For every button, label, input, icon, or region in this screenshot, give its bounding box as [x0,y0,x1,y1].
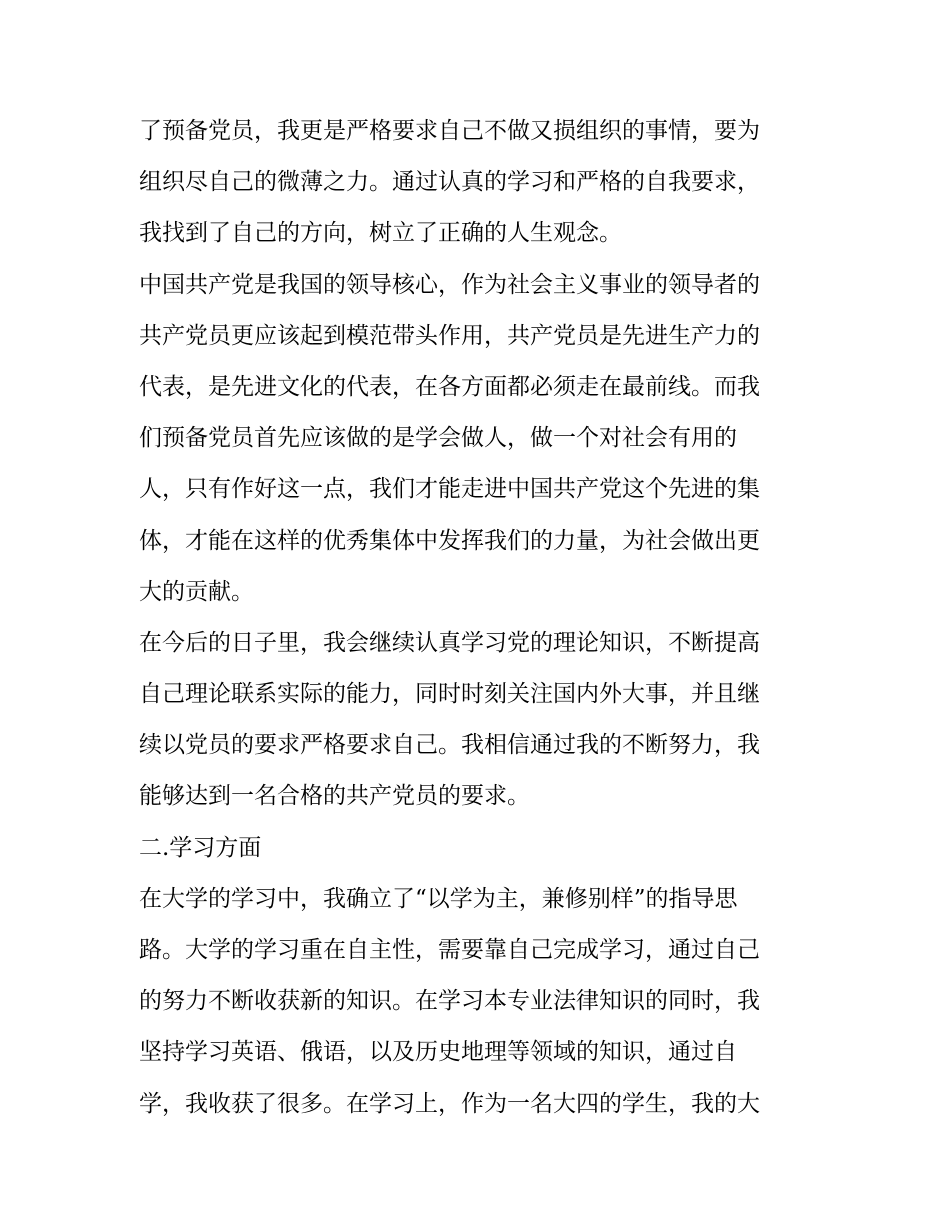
text-line: 了预备党员，我更是严格要求自己不做又损组织的事情，要为 [139,118,760,144]
text-line: 能够达到一名合格的共产党员的要求。 [139,783,530,810]
section-heading: 二.学习方面 [139,834,262,861]
text-line: 续以党员的要求严格要求自己。我相信通过我的不断努力，我 [139,732,760,759]
text-line: 学，我收获了很多。在学习上，作为一名大四的学生，我的大 [139,1090,760,1117]
document-body [139,106,819,1130]
text-line: 组织尽自己的微薄之力。通过认真的学习和严格的自我要求， [139,169,760,196]
text-line: 共产党员更应该起到模范带头作用，共产党员是先进生产力的 [139,322,760,349]
text-line: 路。大学的学习重在自主性，需要靠自己完成学习，通过自己 [139,937,760,963]
text-line: 代表，是先进文化的代表，在各方面都必须走在最前线。而我 [139,373,760,400]
text-line: 中国共产党是我国的领导核心，作为社会主义事业的领导者的 [139,271,760,298]
text-line: 自己理论联系实际的能力，同时时刻关注国内外大事，并且继 [139,681,760,708]
text-line: 的努力不断收获新的知识。在学习本专业法律知识的同时，我 [139,988,760,1015]
text-line: 在今后的日子里，我会继续认真学习党的理论知识，不断提高 [139,629,760,656]
text-line: 人，只有作好这一点，我们才能走进中国共产党这个先进的集 [139,476,760,503]
text-line: 在大学的学习中，我确立了“以学为主，兼修别样”的指导思 [139,885,738,912]
text-line: 我找到了自己的方向，树立了正确的人生观念。 [139,220,622,247]
text-line: 们预备党员首先应该做的是学会做人，做一个对社会有用的 [139,425,737,452]
text-line: 体，才能在这样的优秀集体中发挥我们的力量，为社会做出更 [139,527,760,554]
text-line: 大的贡献。 [139,578,254,605]
text-line: 坚持学习英语、俄语，以及历史地理等领域的知识，通过自 [139,1039,737,1066]
